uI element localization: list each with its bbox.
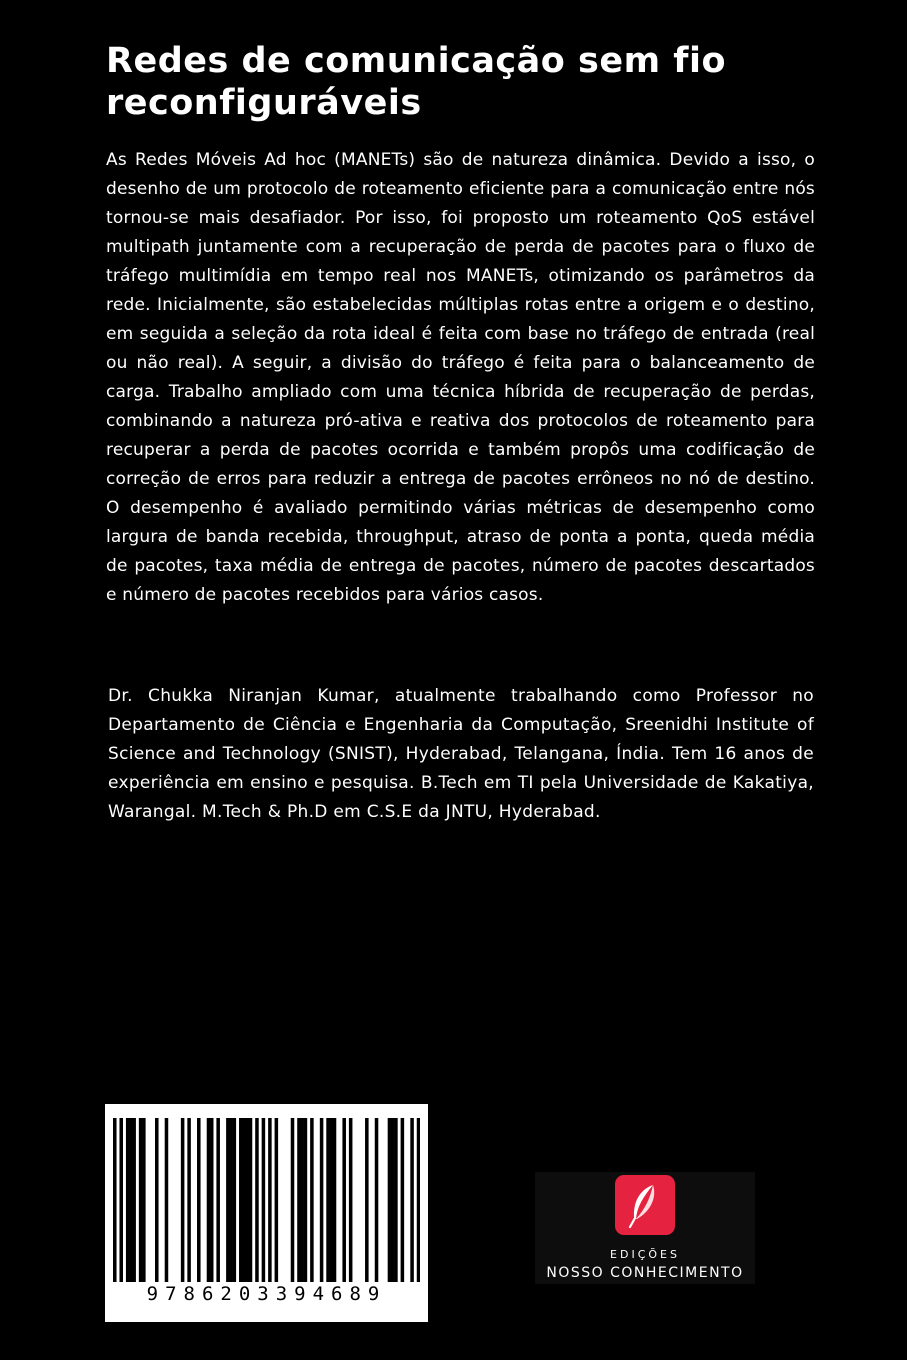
barcode-bar: [401, 1118, 405, 1282]
barcode-bar: [242, 1118, 246, 1282]
barcode-digits: 9786203394689: [146, 1283, 387, 1305]
barcode-bar: [304, 1118, 308, 1282]
barcode-bar: [187, 1118, 191, 1282]
feather-icon: [613, 1173, 677, 1237]
publisher-line1: EDIÇÕES: [610, 1248, 680, 1261]
barcode-bar: [333, 1118, 337, 1282]
barcode-bar: [268, 1118, 272, 1282]
barcode-bar: [233, 1118, 237, 1282]
barcode-bar: [216, 1118, 220, 1282]
barcode-bar: [197, 1118, 201, 1282]
barcode-bar: [239, 1118, 243, 1282]
barcode-bar: [310, 1118, 314, 1282]
barcode-bar: [245, 1118, 249, 1282]
book-abstract: As Redes Móveis Ad hoc (MANETs) são de natureza dinâmica. Devido a isso, o desenho de um protocolo de roteamento eficiente para a comunicação entre nós tornou-se mais desafiador. Por isso, foi proposto um roteamento QoS estável multipath juntamente com a recuperação de perda de pacotes para o fluxo de tráfego multimídia em tempo real nos MANETs, otimizando os parâmetros da rede. Inicialmente, são estabelecidas múltiplas rotas entre a origem e o destino, em seguida a seleção da rota ideal é feita com base no tráfego de entrada (real ou não real). A seguir, a divisão do tráfego é feita para o balanceamento de carga. Trabalho ampliado com uma técnica híbrida de recuperação de perdas, combinando a natureza pró-ativa e reativa dos protocolos de roteamento para recuperar a perda de pacotes ocorrida e também propôs uma codificação de correção de erros para reduzir a entrega de pacotes errôneos no nó de destino. O desempenho é avaliado permitindo várias métricas de desempenho como largura de banda recebida, throughput, atraso de ponta a ponta, queda média de pacotes, taxa média de entrega de pacotes, número de pacotes descartados e número de pacotes recebidos para vários casos.: [106, 150, 815, 605]
barcode-bar: [297, 1118, 301, 1282]
barcode-bar: [330, 1118, 334, 1282]
book-title: Redes de comunicação sem fio reconfiguráveis: [106, 41, 727, 123]
barcode-bar: [165, 1118, 169, 1282]
barcode-bar: [262, 1118, 266, 1282]
barcode-bar: [255, 1118, 259, 1282]
barcode-bar: [391, 1118, 395, 1282]
barcode-bar: [326, 1118, 330, 1282]
barcode-bars: [113, 1118, 420, 1282]
barcode-bar: [155, 1118, 159, 1282]
barcode-bar: [349, 1118, 353, 1282]
barcode-bar: [249, 1118, 253, 1282]
barcode-bar: [210, 1118, 214, 1282]
barcode-bar: [207, 1118, 211, 1282]
author-bio: Dr. Chukka Niranjan Kumar, atualmente trabalhando como Professor no Departamento de Ciência e Engenharia da Computação, Sreenidhi Institute of Science and Technology (SNIST), Hyderabad, Telangana, Índia. Tem 16 anos de experiência em ensino e pesquisa. B.Tech em TI pela Universidade de Kakatiya, Warangal. M.Tech & Ph.D em C.S.E da JNTU, Hyderabad.: [108, 686, 814, 822]
publisher-name: NOSSO CONHECIMENTO: [546, 1265, 744, 1281]
barcode-bar: [417, 1118, 420, 1282]
barcode-bar: [300, 1118, 304, 1282]
barcode-bar: [388, 1118, 392, 1282]
barcode-bar: [139, 1118, 143, 1282]
barcode-bar: [375, 1118, 379, 1282]
barcode-bar: [126, 1118, 130, 1282]
barcode-bar: [291, 1118, 295, 1282]
barcode-bar: [410, 1118, 414, 1282]
barcode-bar: [320, 1118, 324, 1282]
barcode-bar: [394, 1118, 398, 1282]
barcode-bar: [229, 1118, 233, 1282]
barcode-bar: [275, 1118, 279, 1282]
publisher-logo-block: [535, 1172, 755, 1284]
barcode-bar: [226, 1118, 230, 1282]
barcode-bar: [142, 1118, 146, 1282]
barcode-bar: [342, 1118, 346, 1282]
isbn-barcode: [105, 1104, 428, 1322]
barcode-bar: [119, 1118, 123, 1282]
barcode-bar: [365, 1118, 369, 1282]
barcode-bar: [113, 1118, 117, 1282]
barcode-bar: [132, 1118, 136, 1282]
barcode-bar: [181, 1118, 185, 1282]
barcode-bar: [129, 1118, 133, 1282]
